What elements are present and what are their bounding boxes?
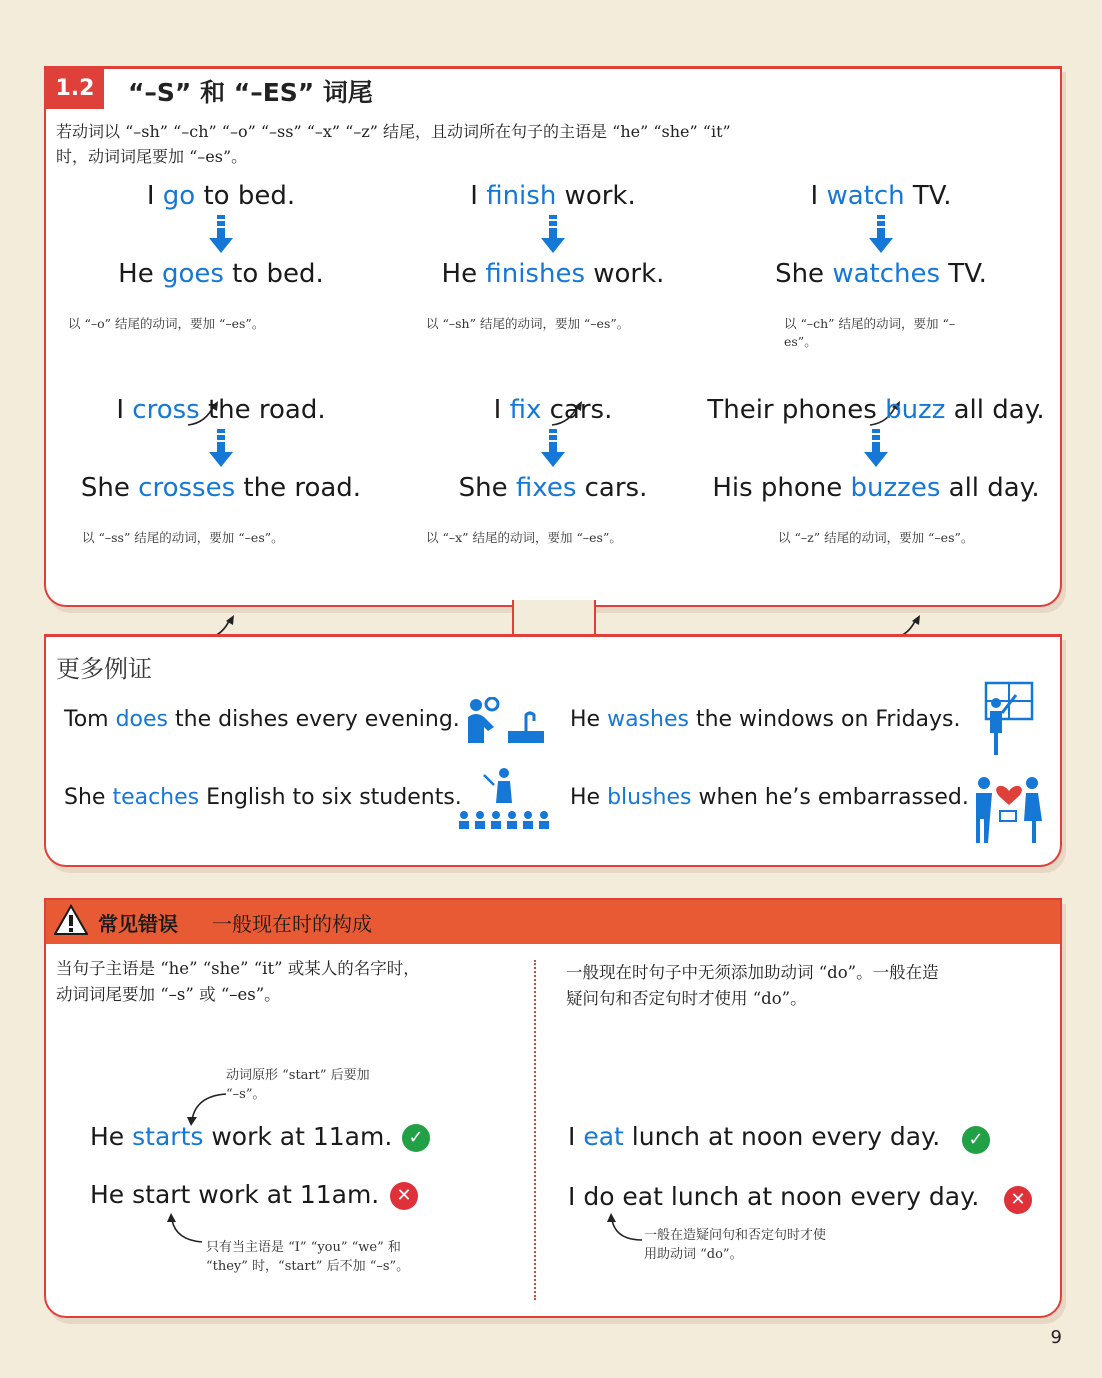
down-arrow-icon	[869, 215, 893, 255]
common-mistakes-panel	[44, 898, 1062, 1318]
down-arrow-icon	[864, 429, 888, 469]
warning-icon	[54, 904, 88, 936]
page-number: 9	[1050, 1327, 1062, 1348]
section-intro: 若动词以 “–sh” “–ch” “–o” “–ss” “–x” “–z” 结尾，且动词所在句子的主语是 “he” “she” “it” 时，动词词尾要加 “–es”。	[56, 122, 731, 166]
third-person-sentence: She crosses the road.	[80, 473, 362, 503]
example-fix	[388, 395, 718, 547]
washing-dishes-icon	[464, 697, 544, 745]
teacher-students-icon	[458, 767, 550, 829]
base-sentence: I go to bed.	[146, 181, 296, 211]
ending-note: 以 “–z” 结尾的动词，要加 “–es”。	[778, 530, 974, 545]
ending-note: 以 “–x” 结尾的动词，要加 “–es”。	[426, 530, 622, 545]
common-mistakes-label: 常见错误	[98, 912, 178, 936]
down-arrow-icon	[541, 215, 565, 255]
right-rule-text: 一般现在时句子中无须添加助动词 “do”。一般在造疑问句和否定句时才使用 “do”。	[566, 963, 939, 1008]
third-person-sentence: His phone buzzes all day.	[712, 473, 1040, 503]
example-watch	[716, 181, 1046, 351]
correct-sentence-right: I eat lunch at noon every day.	[568, 1122, 941, 1151]
more-examples-title: 更多例证	[56, 655, 152, 683]
common-mistakes-topic: 一般现在时的构成	[212, 912, 372, 936]
column-divider	[534, 960, 536, 1300]
third-person-sentence: She watches TV.	[775, 259, 987, 289]
check-icon: ✓	[962, 1126, 990, 1154]
example-go	[56, 181, 386, 333]
section-1-2-panel	[44, 66, 1062, 607]
ending-note: 以 “–sh” 结尾的动词，要加 “–es”。	[426, 316, 630, 331]
cross-icon: ✕	[390, 1182, 418, 1210]
annotation-do-usage: 一般在造疑问句和否定句时才使用助动词 “do”。	[644, 1228, 827, 1262]
third-person-sentence: He finishes work.	[441, 259, 665, 289]
third-person-sentence: He goes to bed.	[118, 259, 324, 289]
down-arrow-icon	[209, 215, 233, 255]
third-person-sentence: She fixes cars.	[458, 473, 648, 503]
example-cross	[56, 395, 386, 547]
ending-note: 以 “–o” 结尾的动词，要加 “–es”。	[68, 316, 265, 331]
section-title: “–S” 和 “–ES” 词尾	[128, 78, 373, 107]
curved-arrow-icon	[162, 1212, 210, 1246]
annotation-start-s: 动词原形 “start” 后要加 “–s”。	[226, 1068, 370, 1102]
ending-note: 以 “–ss” 结尾的动词，要加 “–es”。	[82, 530, 284, 545]
ending-note: 以 “–ch” 结尾的动词，要加 “–es”。	[784, 316, 956, 349]
example-buzz	[706, 395, 1046, 547]
base-sentence: I watch TV.	[810, 181, 952, 211]
cross-icon: ✕	[1004, 1186, 1032, 1214]
couple-heart-icon	[970, 773, 1048, 845]
correct-sentence-left: He starts work at 11am.	[90, 1122, 393, 1151]
curved-arrow-icon	[602, 1212, 650, 1246]
example-finish	[388, 181, 718, 333]
check-icon: ✓	[402, 1124, 430, 1152]
wrong-sentence-right: I do eat lunch at noon every day.	[568, 1182, 980, 1211]
wrong-sentence-left: He start work at 11am.	[90, 1180, 380, 1209]
more-example-dishes: Tom does the dishes every evening.	[64, 707, 460, 732]
down-arrow-icon	[541, 429, 565, 469]
common-mistakes-header	[46, 900, 1060, 944]
more-example-teaches: She teaches English to six students.	[64, 785, 462, 810]
annotation-no-s: 只有当主语是 “I” “you” “we” 和 “they” 时，“start” 后不加 “–s”。	[206, 1240, 410, 1274]
more-example-windows: He washes the windows on Fridays.	[570, 707, 961, 732]
base-sentence: I finish work.	[470, 181, 636, 211]
section-number-badge: 1.2	[46, 69, 104, 109]
base-sentence: I cross the road.	[116, 395, 326, 425]
window-cleaner-icon	[982, 681, 1034, 757]
more-example-blushes: He blushes when he’s embarrassed.	[570, 785, 969, 810]
down-arrow-icon	[209, 429, 233, 469]
base-sentence: Their phones buzz all day.	[707, 395, 1045, 425]
more-examples-panel	[44, 634, 1062, 867]
base-sentence: I fix cars.	[493, 395, 613, 425]
left-rule-text: 当句子主语是 “he” “she” “it” 或某人的名字时，动词词尾要加 “–s” 或 “–es”。	[56, 959, 420, 1004]
